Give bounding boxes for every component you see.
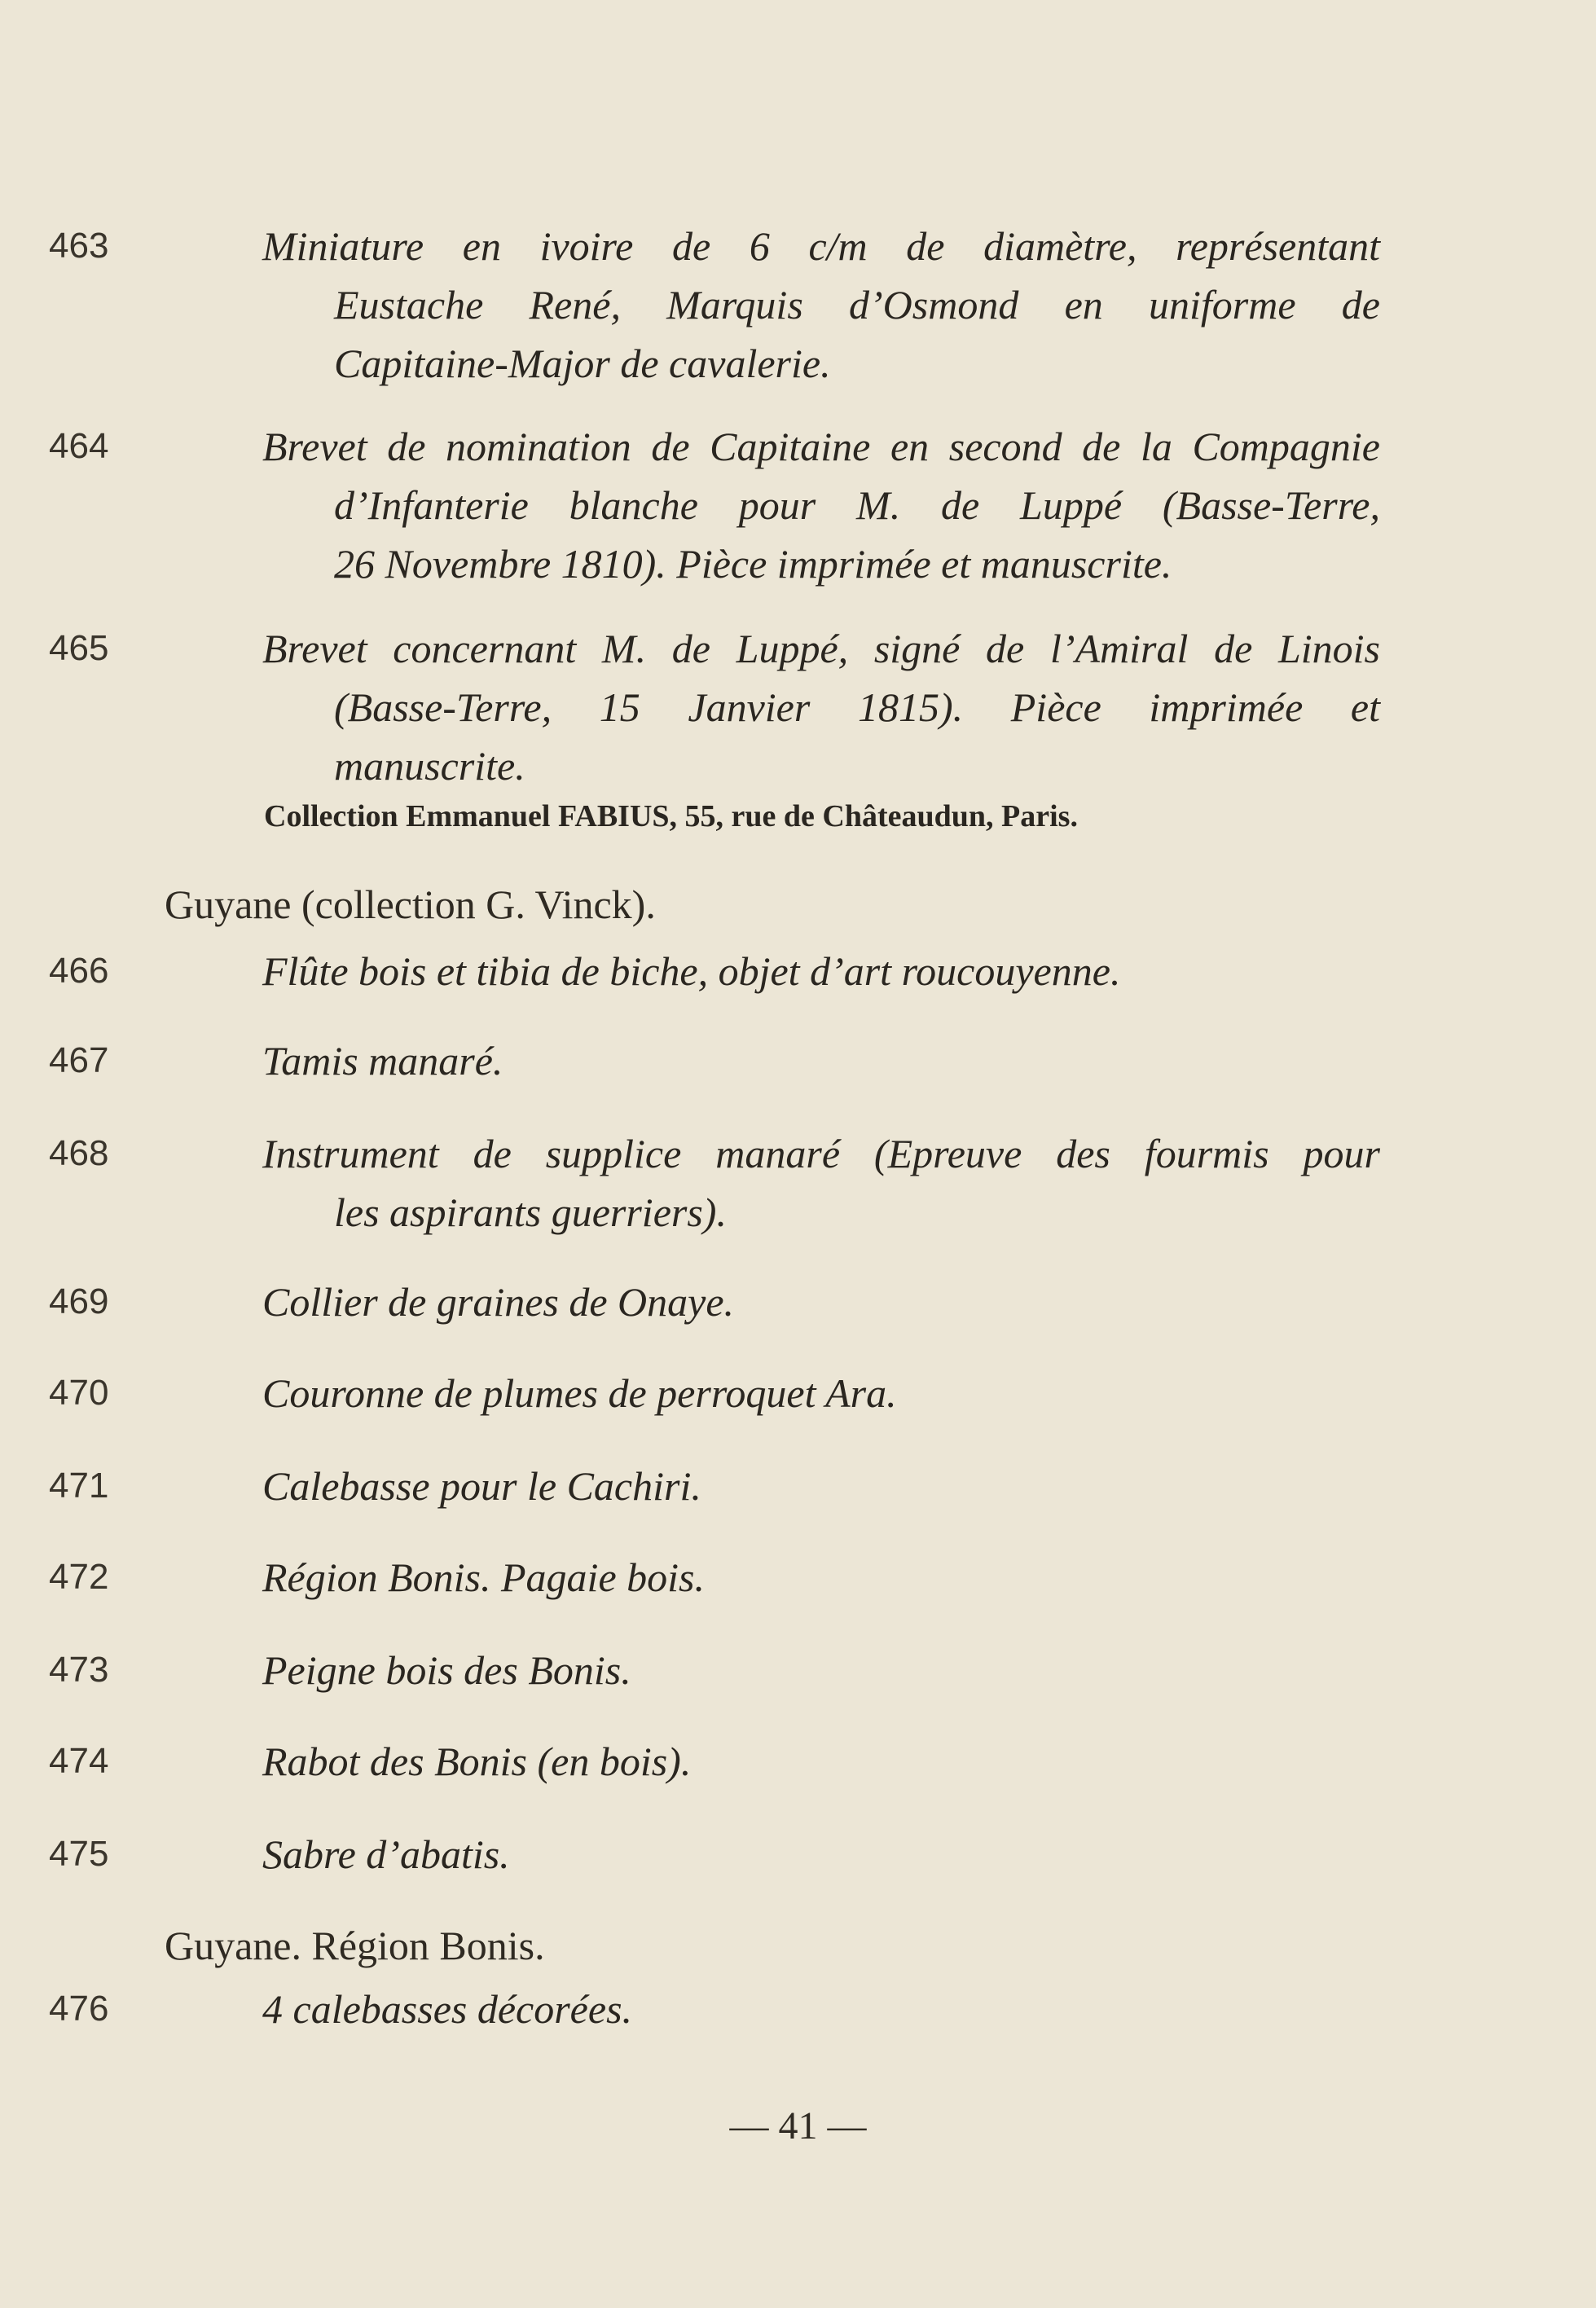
entry-line: d’Infanterie blanche pour M. de Luppé (Basse-Terre, — [334, 482, 1380, 528]
entry-number: 466 — [49, 951, 109, 991]
entry-description — [262, 1364, 1380, 1422]
entry-description — [262, 942, 1380, 1000]
entry-line: Tamis manaré. — [262, 1038, 503, 1084]
entry-description — [262, 1641, 1380, 1699]
entry-line: Capitaine-Major de cavalerie. — [334, 341, 831, 386]
entry-line: 26 Novembre 1810). Pièce imprimée et manuscrite. — [334, 541, 1172, 587]
entry-description — [262, 1031, 1380, 1090]
entry-number: 468 — [49, 1133, 109, 1173]
entry-line: Couronne de plumes de perroquet Ara. — [262, 1370, 897, 1416]
entry-description — [262, 619, 1380, 795]
entry-line: Miniature en ivoire de 6 c/m de diamètre, représentant — [262, 223, 1380, 269]
entry-number: 475 — [49, 1834, 109, 1874]
entry-description — [262, 1457, 1380, 1515]
entry-line: Peigne bois des Bonis. — [262, 1647, 631, 1693]
entry-number: 464 — [49, 426, 109, 466]
entry-line: Région Bonis. Pagaie bois. — [262, 1554, 705, 1600]
entry-description — [262, 417, 1380, 593]
page-number: — 41 — — [729, 2104, 867, 2148]
entry-line: Eustache René, Marquis d’Osmond en uniforme de — [334, 282, 1380, 328]
entry-number: 469 — [49, 1281, 109, 1321]
entry-number: 467 — [49, 1040, 109, 1080]
entry-line: Brevet de nomination de Capitaine en second de la Compagnie — [262, 424, 1380, 469]
entry-number: 465 — [49, 628, 109, 668]
entry-line: Brevet concernant M. de Luppé, signé de l’Amiral de Linois — [262, 626, 1380, 671]
entry-description — [262, 217, 1380, 393]
entry-description — [262, 1825, 1380, 1884]
entry-description — [262, 1548, 1380, 1607]
entry-line: Flûte bois et tibia de biche, objet d’art roucouyenne. — [262, 948, 1121, 994]
entry-number: 476 — [49, 1989, 109, 2029]
entry-line: (Basse-Terre, 15 Janvier 1815). Pièce imprimée et — [334, 684, 1380, 730]
entry-line: Collier de graines de Onaye. — [262, 1279, 735, 1325]
entry-number: 474 — [49, 1741, 109, 1781]
entry-line: Instrument de supplice manaré (Epreuve des fourmis pour — [262, 1131, 1380, 1176]
collection-note: Collection Emmanuel FABIUS, 55, rue de Châteaudun, Paris. — [264, 799, 1078, 833]
entry-line: manuscrite. — [334, 743, 525, 789]
entry-description — [262, 1980, 1380, 2038]
entry-line: Sabre d’abatis. — [262, 1831, 510, 1877]
entry-description — [262, 1732, 1380, 1791]
entry-number: 472 — [49, 1557, 109, 1597]
entry-line: les aspirants guerriers). — [334, 1189, 727, 1235]
entry-number: 463 — [49, 226, 109, 266]
entry-description — [262, 1273, 1380, 1331]
section-heading: Guyane. Région Bonis. — [165, 1923, 545, 1968]
entry-line: Rabot des Bonis (en bois). — [262, 1739, 692, 1784]
entry-number: 473 — [49, 1650, 109, 1690]
entry-line: Calebasse pour le Cachiri. — [262, 1463, 701, 1509]
section-heading: Guyane (collection G. Vinck). — [165, 881, 656, 927]
entry-number: 470 — [49, 1373, 109, 1413]
entry-number: 471 — [49, 1466, 109, 1506]
entry-line: 4 calebasses décorées. — [262, 1986, 633, 2032]
entry-description — [262, 1124, 1380, 1242]
